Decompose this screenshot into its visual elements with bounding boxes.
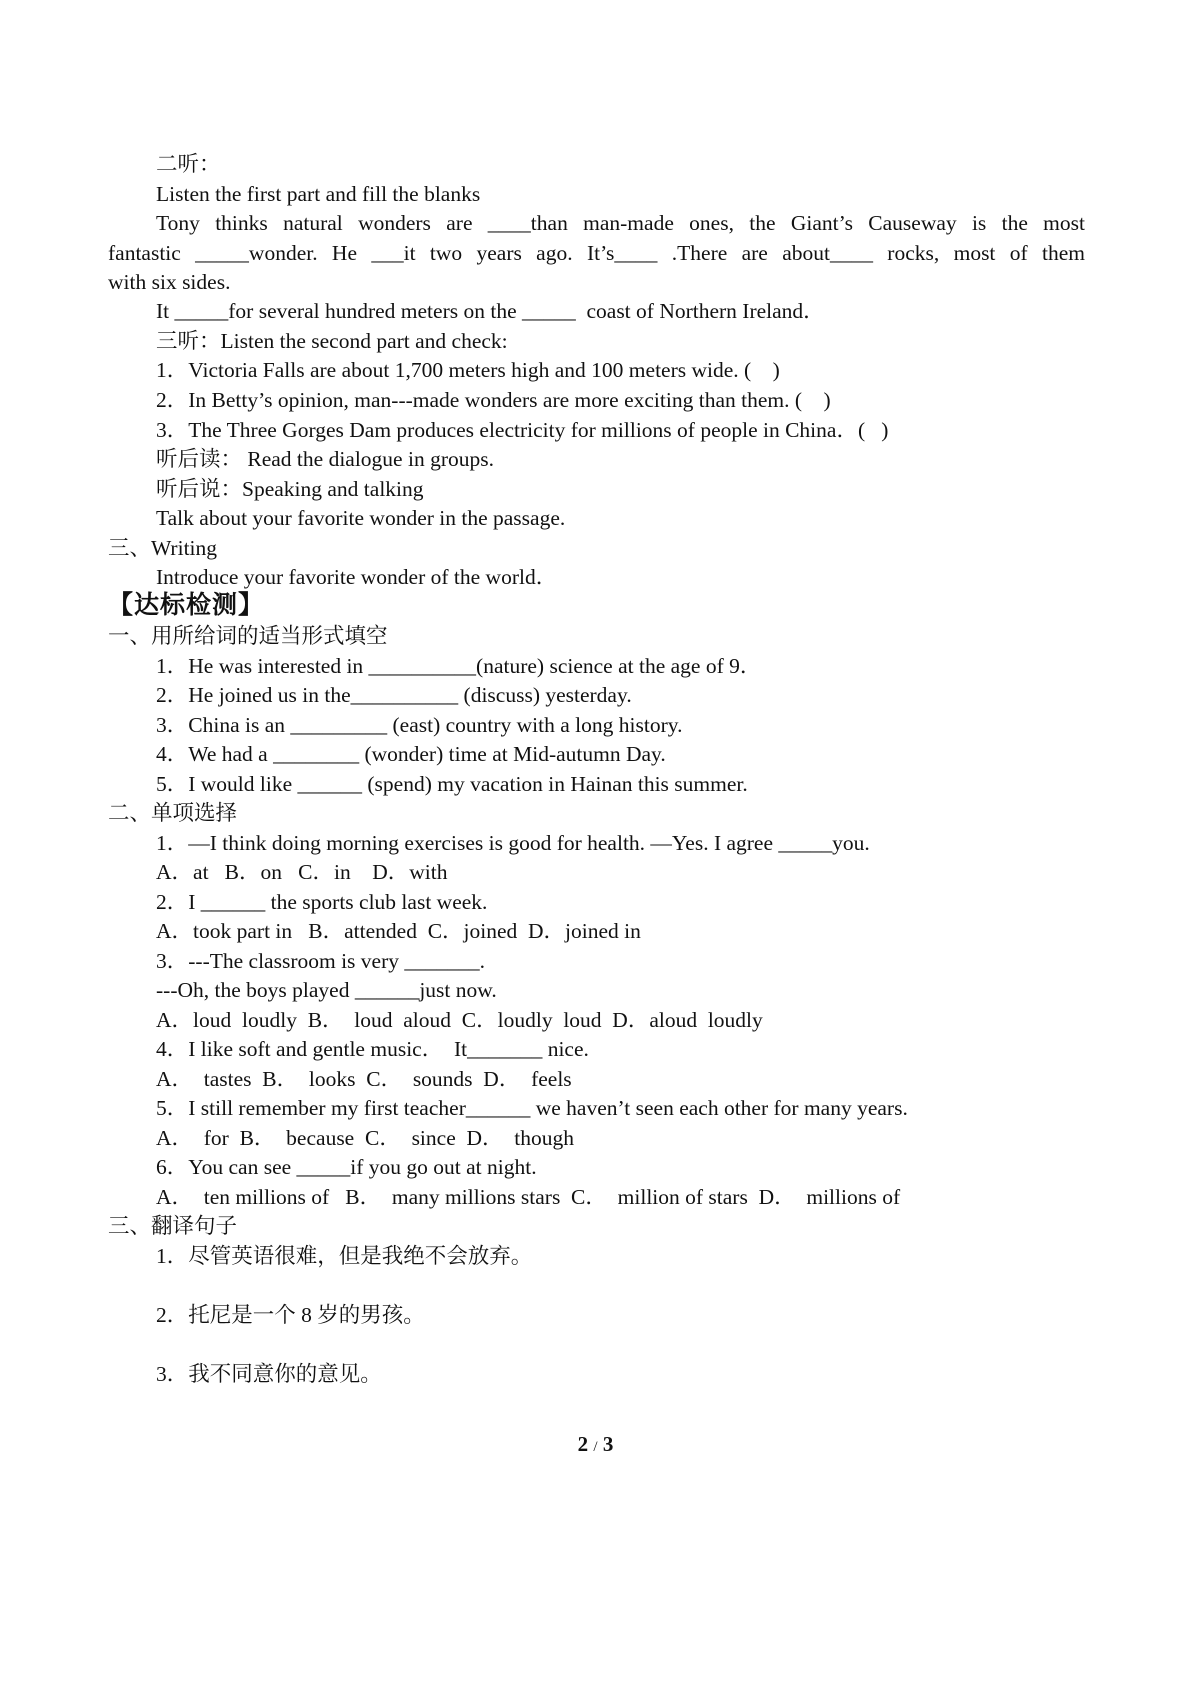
choice-question: ---Oh, the boys played ______just now. bbox=[156, 978, 497, 1002]
section-title-translation: 三、翻译句子 bbox=[108, 1214, 238, 1238]
section-title-writing: 三、Writing bbox=[108, 536, 218, 560]
passage-line: fantastic _____wonder. He ___it two years ago. It’s____ .There are about____ rocks, most of them bbox=[108, 241, 1085, 265]
page-number bbox=[0, 1432, 1191, 1457]
passage-line: Tony thinks natural wonders are ____than man-made ones, the Giant’s Causeway is the most bbox=[156, 211, 1085, 235]
choice-question: 1．—I think doing morning exercises is good for health. —Yes. I agree _____you. bbox=[156, 831, 870, 855]
writing-task: Introduce your favorite wonder of the world． bbox=[156, 565, 558, 589]
choice-options: A． ten millions of B． many millions stars C． million of stars D． millions of bbox=[156, 1185, 901, 1209]
word-form-item: 1．He was interested in __________(nature) science at the age of 9． bbox=[156, 654, 762, 678]
true-false-item: 2．In Betty’s opinion, man---made wonders are more exciting than them. ( ) bbox=[156, 388, 831, 412]
page-current: 2 bbox=[577, 1432, 589, 1456]
choice-options: A． tastes B． looks C． sounds D． feels bbox=[156, 1067, 572, 1091]
true-false-item: 1．Victoria Falls are about 1,700 meters high and 100 meters wide. ( ) bbox=[156, 358, 780, 382]
choice-options: A．took part in B．attended C．joined D．joined in bbox=[156, 919, 641, 943]
choice-question: 5．I still remember my first teacher______ we haven’t seen each other for many years. bbox=[156, 1096, 908, 1120]
passage-line: with six sides. bbox=[108, 270, 231, 294]
choice-question: 2．I ______ the sports club last week. bbox=[156, 890, 488, 914]
page-total: 3 bbox=[602, 1432, 614, 1456]
section-title-second-listening: 二听： bbox=[156, 152, 221, 176]
choice-question: 6．You can see _____if you go out at night. bbox=[156, 1155, 537, 1179]
choice-options: A．at B．on C．in D．with bbox=[156, 860, 448, 884]
after-listening-reading: 听后读： Read the dialogue in groups. bbox=[156, 447, 494, 471]
after-listening-speaking: 听后说：Speaking and talking bbox=[156, 477, 424, 501]
choice-question: 3．---The classroom is very _______. bbox=[156, 949, 485, 973]
section-title-multiple-choice: 二、单项选择 bbox=[108, 801, 238, 825]
translation-item: 2．托尼是一个 8 岁的男孩。 bbox=[156, 1303, 425, 1327]
section-title-word-forms: 一、用所给词的适当形式填空 bbox=[108, 624, 388, 648]
word-form-item: 2．He joined us in the__________ (discuss) yesterday. bbox=[156, 683, 632, 707]
choice-question: 4．I like soft and gentle music． It_______ nice. bbox=[156, 1037, 589, 1061]
translation-item: 1．尽管英语很难，但是我绝不会放弃。 bbox=[156, 1244, 533, 1268]
word-form-item: 5．I would like ______ (spend) my vacation in Hainan this summer. bbox=[156, 772, 748, 796]
word-form-item: 3．China is an _________ (east) country with a long history. bbox=[156, 713, 683, 737]
page-separator: / bbox=[593, 1439, 598, 1455]
choice-options: A． for B． because C． since D． though bbox=[156, 1126, 574, 1150]
passage-line: It _____for several hundred meters on the _____ coast of Northern Ireland． bbox=[156, 299, 825, 323]
instruction-fill-blanks: Listen the first part and fill the blanks bbox=[156, 182, 481, 206]
heading-assessment: 【达标检测】 bbox=[108, 592, 265, 619]
section-title-third-listening: 三听：Listen the second part and check: bbox=[156, 329, 508, 353]
choice-options: A．loud loudly B． loud aloud C．loudly loud D．aloud loudly bbox=[156, 1008, 763, 1032]
translation-item: 3．我不同意你的意见。 bbox=[156, 1362, 382, 1386]
speaking-task: Talk about your favorite wonder in the passage. bbox=[156, 506, 566, 530]
true-false-item: 3．The Three Gorges Dam produces electricity for millions of people in China．( ) bbox=[156, 418, 889, 442]
word-form-item: 4．We had a ________ (wonder) time at Mid-autumn Day. bbox=[156, 742, 666, 766]
